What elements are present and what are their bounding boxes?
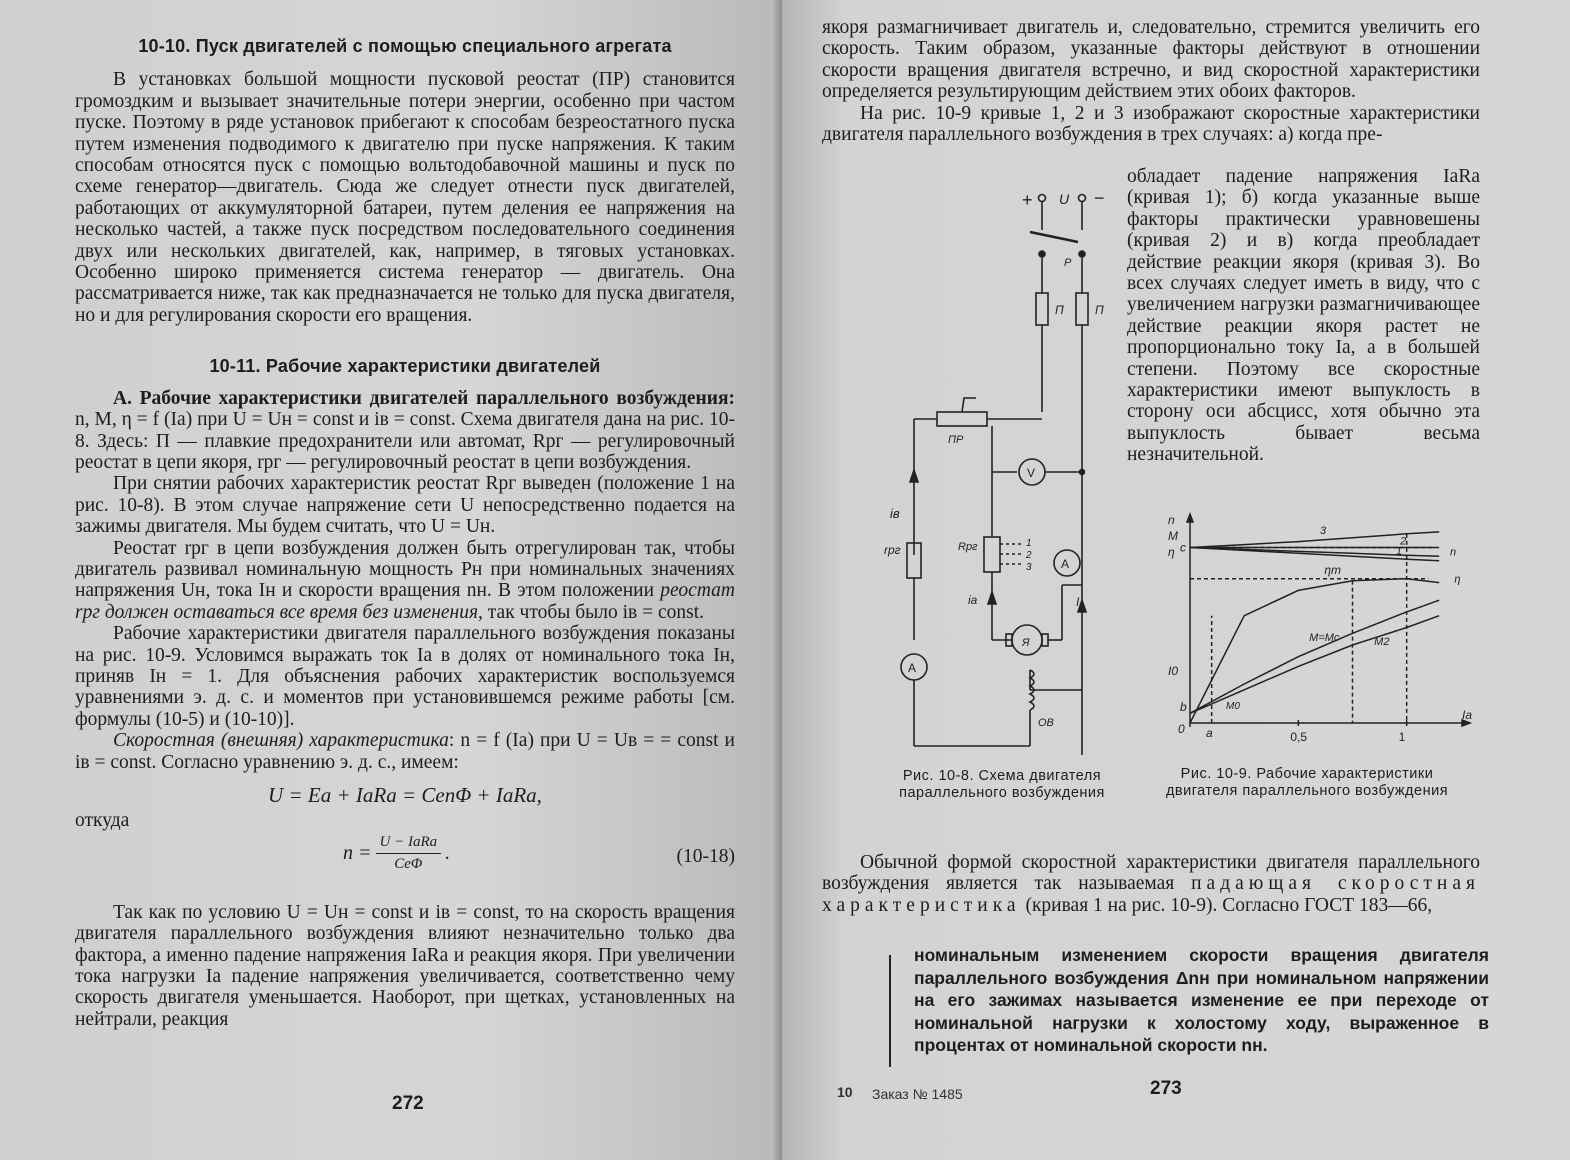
current-label: I bbox=[1076, 595, 1080, 609]
formula-fraction bbox=[376, 832, 442, 876]
point-c-label: c bbox=[1180, 540, 1186, 555]
formula-denominator: CеΦ bbox=[394, 856, 423, 873]
paragraph: На рис. 10-9 кривые 1, 2 и 3 изображают скоростные характеристики двигателя параллельного возбуждения в трех случаях: а) когда пре- bbox=[822, 102, 1480, 146]
curve-label-1: 1 bbox=[1395, 545, 1402, 558]
right-side-text bbox=[1127, 166, 1480, 466]
paragraph: Так как по условию U = Uн = const и iв = const, то на скорость вращения двигателя параллельного возбуждения влияют незначительно только два фактора, а именно падение напряжения IаRа и реакция якоря. При увеличении тока нагрузки Iа падение напряжения увеличивается, соответственно чему скорость двигателя уменьшается. Наоборот, при щетках, установленных на нейтрали, реакция bbox=[75, 901, 735, 1030]
armature-rheostat-label: Rрг bbox=[958, 541, 978, 553]
x-axis-label: Iа bbox=[1462, 708, 1473, 722]
figure-10-9-chart bbox=[1150, 508, 1490, 768]
paragraph bbox=[75, 730, 735, 773]
position-1-label: 1 bbox=[1026, 538, 1032, 549]
curve-label-M=Mc: M=Mc bbox=[1309, 632, 1340, 645]
field-current-label: iв bbox=[890, 506, 900, 521]
paragraph-text: (кривая 1 на рис. 10-9). Согласно ГОСТ 183—66, bbox=[1020, 894, 1433, 916]
page-number: 273 bbox=[1150, 1078, 1182, 1099]
formula-emf: U = Eа + IаRа = CеnΦ + IаRа, bbox=[268, 783, 542, 807]
formula-speed-body: n = U − IаRа CеΦ . bbox=[343, 832, 450, 876]
left-column bbox=[75, 36, 735, 1030]
point-a-label: a bbox=[1206, 726, 1213, 740]
main-switch bbox=[1030, 232, 1078, 242]
y-axis-label: n bbox=[1168, 513, 1175, 527]
terminal-plus bbox=[1039, 195, 1046, 202]
formula-speed bbox=[75, 832, 735, 890]
x-tick-label: 1 bbox=[1398, 730, 1406, 744]
definition-bar bbox=[889, 955, 891, 1067]
curve-label-M2: M2 bbox=[1374, 636, 1390, 648]
plus-label: + bbox=[1022, 190, 1033, 210]
y-axis-label: M bbox=[1168, 529, 1178, 543]
paragraph-text: так чтобы было iв = const. bbox=[482, 601, 705, 623]
starting-rheostat bbox=[937, 412, 987, 426]
paragraph: Рабочие характеристики двигателя параллельного возбуждения показаны на рис. 10-9. Условимся выражать ток Iа в долях от номинального тока Iн, приняв Iн = 1. Для объяснения рабочих характеристик воспользуемся уравнениями э. д. с. и моментов при установившемся режиме работы [см. формулы (10-5) и (10-10)]. bbox=[75, 623, 735, 730]
subsection-heading: А. Рабочие характеристики двигателей параллельного возбуждения: bbox=[113, 387, 735, 409]
armature-current-label: iа bbox=[968, 593, 978, 607]
terminal-minus bbox=[1079, 195, 1086, 202]
switch-label: P bbox=[1064, 257, 1072, 269]
figure-10-9-caption: Рис. 10-9. Рабочие характеристики двигателя параллельного возбуждения bbox=[1165, 766, 1449, 799]
paragraph-text: Обычной формой скоростной характеристики двигателя параллельного возбуждения является так называемая bbox=[822, 852, 1480, 895]
max-efficiency-label: ηm bbox=[1324, 562, 1342, 577]
point-b-label: b bbox=[1180, 700, 1187, 714]
spaced-term: падающая скоростная характеристика bbox=[822, 873, 1480, 916]
field-winding-label: ОВ bbox=[1038, 717, 1054, 729]
origin-label: 0 bbox=[1178, 722, 1185, 736]
paragraph: В установках большой мощности пусковой реостат (ПР) становится громоздким и вызывает значительные потери энергии, особенно при частом пуске. Поэтому в ряде установок прибегают к способам безреостатного пуска путем изменения подводимого к двигателю при пуске напряжения. К таким способам относятся пуск с помощью вольтодобавочной машины и пуск по схеме генератор—двигатель. Сюда же следует отнести пуск двигателей, работающих от аккумуляторной батареи, путем деления ее напряжения на несколько частей, а также пуск посредством последовательного соединения двух или нескольких двигателей, как, например, в тяговых установках. Особенно широко применяется система генератор — двигатель. Она рассматривается ниже, так как предназначается не только для пуска двигателя, но и для регулирования скорости его вращения. bbox=[75, 69, 735, 326]
field-ammeter-label: A bbox=[908, 661, 917, 675]
y-axis-arrow bbox=[1187, 514, 1193, 522]
voltage-label: U bbox=[1059, 191, 1070, 207]
section-title-10-10: 10-10. Пуск двигателей с помощью специального агрегата bbox=[138, 36, 672, 56]
fuse-left-label: П bbox=[1055, 303, 1064, 317]
figure-10-8-circuit bbox=[852, 180, 1137, 760]
figure-10-8-caption: Рис. 10-8. Схема двигателя параллельного возбуждения bbox=[899, 768, 1105, 801]
formula-numerator: U − IаRа bbox=[376, 832, 442, 854]
order-number: Заказ № 1485 bbox=[872, 1086, 963, 1102]
equation-number: (10-18) bbox=[676, 845, 735, 867]
x-tick-label: 0,5 bbox=[1290, 730, 1308, 744]
sheet-number: 10 bbox=[837, 1084, 853, 1100]
rheostat-slider bbox=[962, 398, 976, 412]
curve-label-η: η bbox=[1454, 573, 1461, 586]
minus-label: − bbox=[1094, 188, 1105, 208]
right-top-text bbox=[822, 17, 1480, 145]
italic-text: реостат rрг должен оставаться все время без изменения, bbox=[75, 580, 735, 623]
page-number: 272 bbox=[392, 1093, 424, 1114]
curve-label-n: n bbox=[1450, 546, 1457, 559]
curve-M2 bbox=[1190, 616, 1439, 714]
right-bottom-text bbox=[822, 852, 1480, 916]
gost-definition: номинальным изменением скорости вращения двигателя параллельного возбуждения Δnн при номинальном напряжении на его зажимах называется изменение ее при переходе от номинальной нагрузки к холостому ходу, выраженное в процентах от номинальной скорости nн. bbox=[914, 945, 1489, 1056]
armature-label: Я bbox=[1022, 637, 1030, 649]
y-axis-label: η bbox=[1168, 545, 1175, 559]
paragraph: якоря размагничивает двигатель и, следовательно, стремится увеличить его скорость. Таким образом, указанные факторы действуют в отношении скорости вращения двигателя встречно, и вид скоростной характеристики определяется результирующим действием этих обоих факторов. bbox=[822, 17, 1480, 103]
italic-text: Скоростная (внешняя) характеристика bbox=[113, 730, 449, 752]
armature-ammeter-label: A bbox=[1061, 557, 1070, 571]
left-page bbox=[0, 0, 782, 1160]
paragraph: При снятии рабочих характеристик реостат Rрг выведен (положение 1 на рис. 10-8). В этом случае напряжение сети U непосредственно подается на зажимы двигателя. Мы будем считать, что U = Uн. bbox=[75, 473, 735, 538]
position-2-label: 2 bbox=[1026, 550, 1032, 561]
no-load-torque-label: M0 bbox=[1226, 701, 1240, 712]
paragraph bbox=[75, 388, 735, 474]
fuse-left bbox=[1036, 293, 1048, 325]
paragraph-text: Реостат rрг в цепи возбуждения должен быть отрегулирован так, чтобы двигатель развивал номинальную мощность Pн при номинальных значениях напряжения Uн, тока Iн и скорости вращения nн. В этом положении bbox=[75, 537, 735, 602]
armature-rheostat bbox=[984, 537, 1000, 572]
position-3-label: 3 bbox=[1026, 562, 1032, 573]
voltmeter-label: V bbox=[1027, 466, 1036, 480]
formula-lhs: n = bbox=[343, 842, 372, 865]
brush-right bbox=[1042, 634, 1048, 646]
paragraph: обладает падение напряжения IаRа (кривая 1); б) когда указанные выше факторы практически уравновешены (кривая 2) и в) когда преобладает действие реакции якоря (кривая 3). Во всех случаях следует иметь в виду, что с увеличением нагрузки размагничивающее действие реакции якоря растет не пропорционально току Iа, а в большей степени. Поэтому все скоростные характеристики имеют выпуклость в сторону оси абсцисс, хотя обычно эта выпуклость бывает весьма незначительной. bbox=[1127, 166, 1480, 466]
curve-label-2: 2 bbox=[1400, 535, 1407, 548]
otkuda-label: откуда bbox=[75, 810, 130, 832]
curve-label-3: 3 bbox=[1320, 524, 1327, 537]
paragraph bbox=[822, 852, 1480, 916]
paragraph-text: : n = f (Iа) при U = Uв = = const и iв = const. Согласно уравнению э. д. с., имеем: bbox=[75, 730, 735, 773]
no-load-current-label: I0 bbox=[1168, 664, 1179, 678]
paragraph bbox=[75, 538, 735, 624]
section-title-10-11: 10-11. Рабочие характеристики двигателей bbox=[209, 356, 601, 377]
rheostat-label: ПР bbox=[948, 434, 964, 446]
right-page bbox=[782, 0, 1570, 1160]
field-rheostat-label: rрг bbox=[884, 543, 901, 557]
fuse-right-label: П bbox=[1095, 303, 1104, 317]
paragraph-text: n, M, η = f (Iа) при U = Uн = const и iв = const. Схема двигателя дана на рис. 10-8. Здесь: П — плавкие предохранители или автомат, Rрг — регулировочный реостат в цепи якоря, rрг — регулировочный реостат в цепи возбуждения. bbox=[75, 409, 735, 473]
fuse-right bbox=[1076, 293, 1088, 325]
